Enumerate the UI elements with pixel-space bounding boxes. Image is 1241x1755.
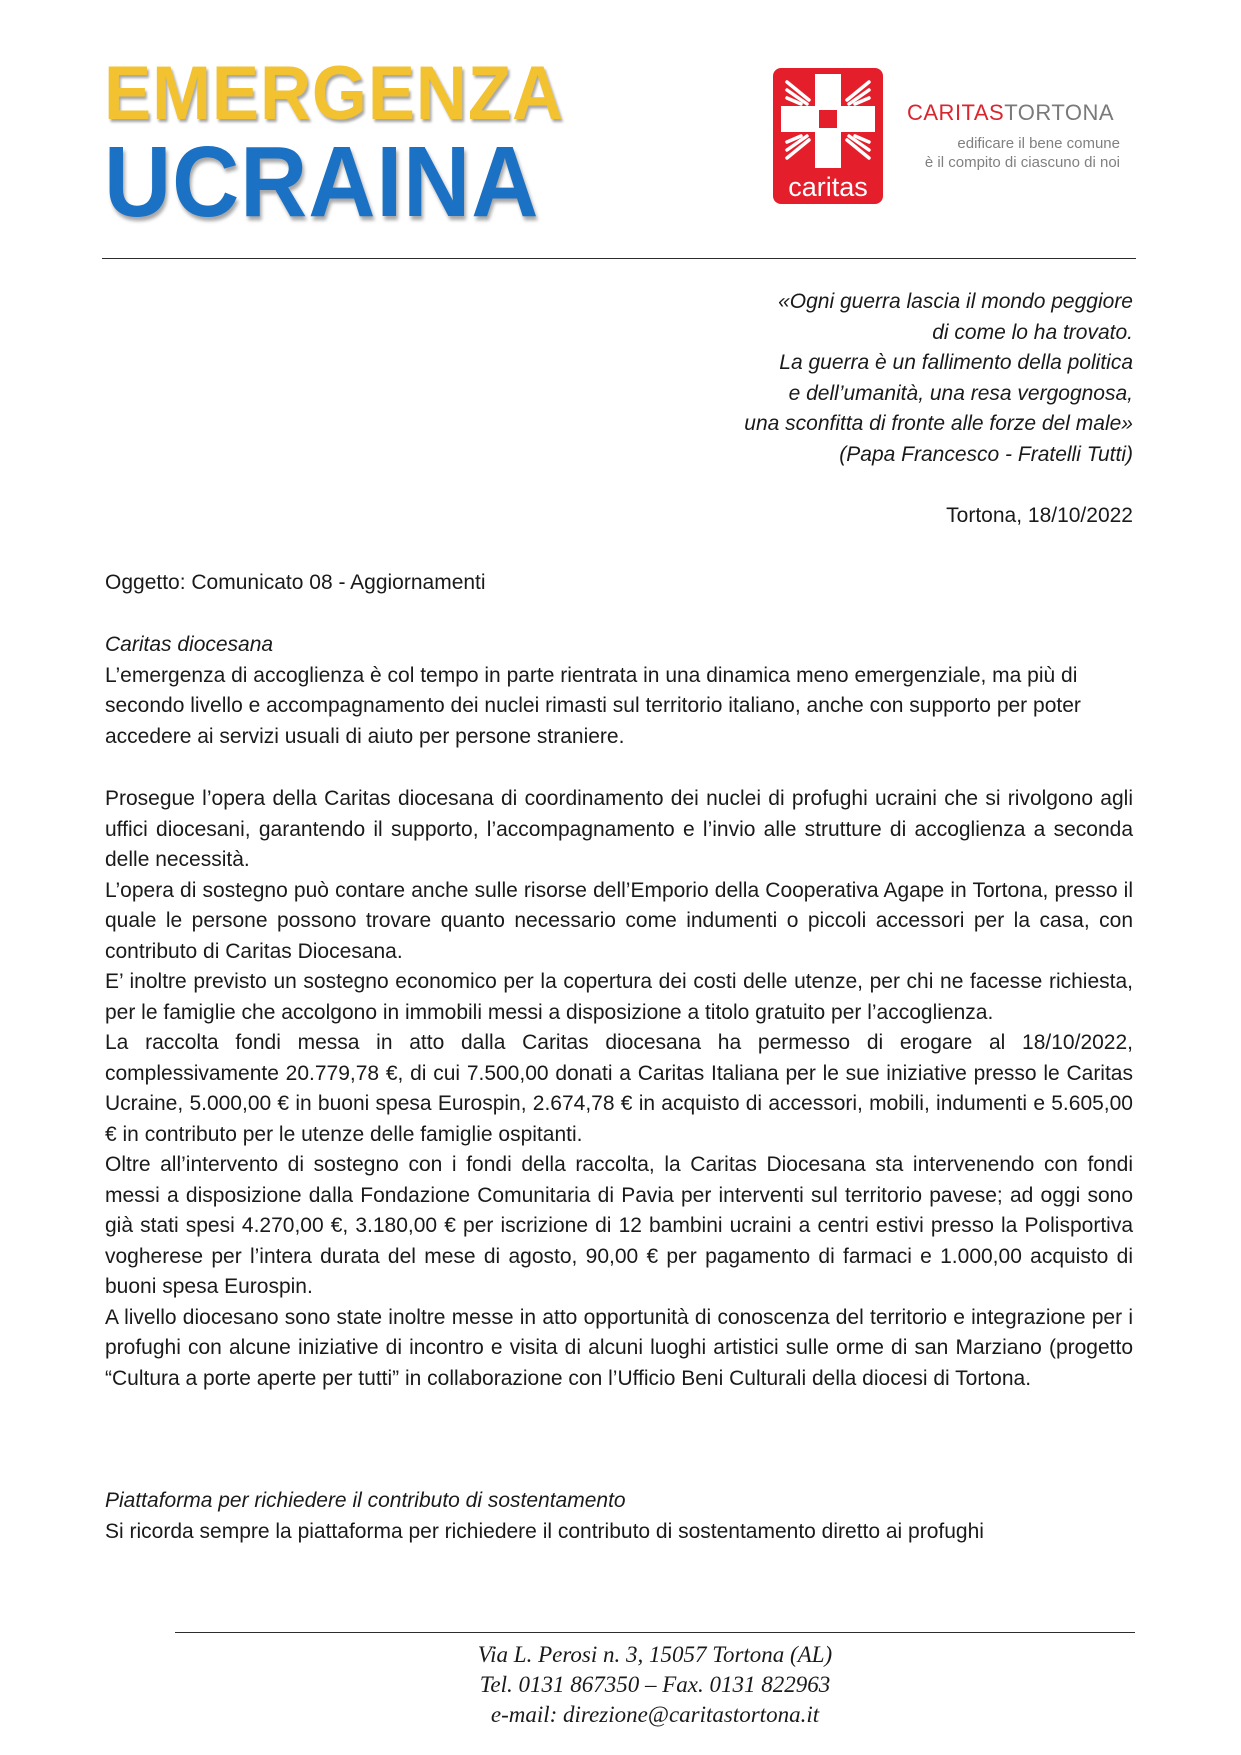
title-line-emergenza: EMERGENZA bbox=[104, 51, 564, 136]
emergency-title bbox=[104, 51, 584, 238]
caritas-cross-icon bbox=[773, 68, 883, 172]
org-name-caritas: CARITAS bbox=[907, 100, 1005, 125]
header-divider bbox=[102, 258, 1136, 259]
paragraph: L’emergenza di accoglienza è col tempo in parte rientrata in una dinamica meno emergenziale, ma più di secondo livello e accompagnamento dei nuclei rimasti sul territorio italiano, anche con supporto per poter accedere ai servizi usuali di aiuto per persone straniere. bbox=[105, 663, 1081, 748]
footer-address: Via L. Perosi n. 3, 15057 Tortona (AL) bbox=[477, 1642, 833, 1667]
quote-attribution: (Papa Francesco - Fratelli Tutti) bbox=[839, 442, 1133, 466]
letter-date: Tortona, 18/10/2022 bbox=[946, 504, 1133, 527]
paragraph: L’opera di sostegno può contare anche sulle risorse dell’Emporio della Cooperativa Agape in Tortona, presso il quale le persone possono trovare quanto necessario come indumenti o piccoli accessori per la casa, con contributo di Caritas Diocesana. bbox=[105, 878, 1133, 963]
section-updates bbox=[105, 784, 1133, 1394]
footer-contacts bbox=[175, 1640, 1135, 1730]
org-name-tortona: TORTONA bbox=[1004, 100, 1115, 125]
quote-line: La guerra è un fallimento della politica bbox=[779, 351, 1133, 374]
tagline-line-2: è il compito di ciascuno di noi bbox=[924, 154, 1120, 171]
quote-line: di come lo ha trovato. bbox=[932, 320, 1133, 344]
section-title: Piattaforma per richiedere il contributo di sostentamento bbox=[105, 1489, 626, 1512]
quote-line: e dell’umanità, una resa vergognosa, bbox=[788, 381, 1133, 405]
title-line-ucraina: UCRAINA bbox=[104, 126, 540, 238]
footer-divider bbox=[175, 1632, 1135, 1633]
footer-phone: Tel. 0131 867350 – Fax. 0131 822963 bbox=[479, 1672, 831, 1697]
section-title: Caritas diocesana bbox=[105, 633, 274, 656]
paragraph: Oltre all’intervento di sostegno con i fondi della raccolta, la Caritas Diocesana sta intervenendo con fondi messi a disposizione dalla Fondazione Comunitaria di Pavia per interventi sul territorio pavese; ad oggi sono già stati spesi 4.270,00 €, 3.180,00 € per iscrizione di 12 bambini ucraini a centri estivi presso la Polisportiva vogherese per l’intera durata del mese di agosto, 90,00 € per pagamento di farmaci e 1.000,00 acquisto di buoni spesa Eurospin. bbox=[105, 1153, 1133, 1298]
logo-wordmark: caritas bbox=[788, 172, 868, 202]
paragraph: Si ricorda sempre la piattaforma per richiedere il contributo di sostentamento diretto ai profughi bbox=[105, 1519, 984, 1543]
tagline-line-1: edificare il bene comune bbox=[957, 135, 1120, 152]
paragraph: A livello diocesano sono state inoltre messe in atto opportunità di conoscenza del territorio e integrazione per i profughi con alcune iniziative di incontro e visita di alcuni luoghi artistici sulle orme di san Marziano (progetto “Cultura a porte aperte per tutti” in collaborazione con l’Ufficio Beni Culturali della diocesi di Tortona. bbox=[105, 1305, 1133, 1390]
section-caritas-diocesana bbox=[105, 630, 1133, 752]
quote-line: «Ogni guerra lascia il mondo peggiore bbox=[778, 290, 1133, 313]
footer-email: e-mail: direzione@caritastortona.it bbox=[490, 1702, 820, 1727]
org-name bbox=[907, 100, 1114, 126]
org-tagline bbox=[890, 134, 1120, 172]
caritas-logo bbox=[773, 68, 883, 204]
section-platform bbox=[105, 1486, 1133, 1547]
quote-line: una sconfitta di fronte alle forze del male» bbox=[744, 412, 1133, 435]
pope-quote bbox=[600, 287, 1133, 470]
letter-subject: Oggetto: Comunicato 08 - Aggiornamenti bbox=[105, 571, 486, 594]
paragraph: La raccolta fondi messa in atto dalla Caritas diocesana ha permesso di erogare al 18/10/2022, complessivamente 20.779,78 €, di cui 7.500,00 donati a Caritas Italiana per le sue iniziative presso le Caritas Ucraine, 5.000,00 € in buoni spesa Eurospin, 2.674,78 € in acquisto di accessori, mobili, indumenti e 5.605,00 € in contributo per le utenze delle famiglie ospitanti. bbox=[105, 1031, 1133, 1146]
paragraph: Prosegue l’opera della Caritas diocesana di coordinamento dei nuclei di profughi ucraini che si rivolgono agli uffici diocesani, garantendo il supporto, l’accompagnamento e l’invio alle strutture di accoglienza a seconda delle necessità. bbox=[105, 787, 1133, 871]
paragraph: E’ inoltre previsto un sostegno economico per la copertura dei costi delle utenze, per chi ne facesse richiesta, per le famiglie che accolgono in immobili messi a disposizione a titolo gratuito per l’accoglienza. bbox=[105, 970, 1133, 1024]
